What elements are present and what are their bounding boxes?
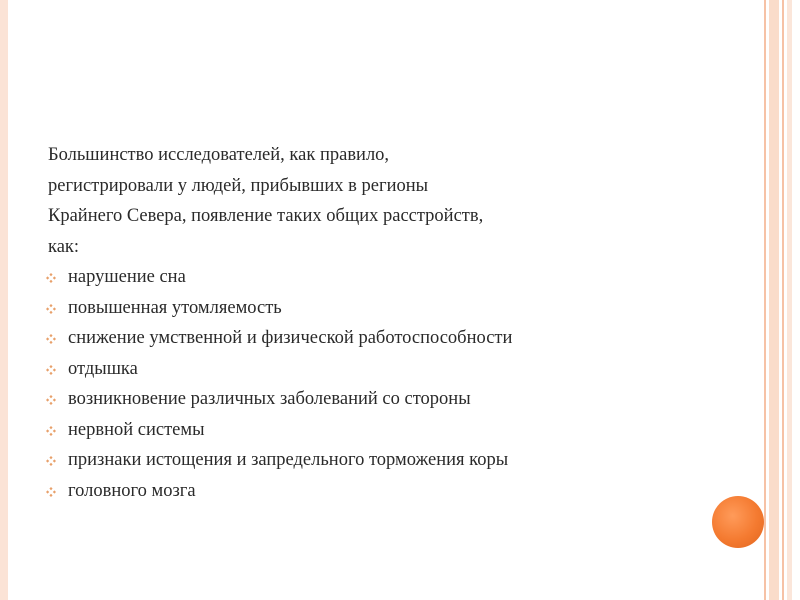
list-item-text: снижение умственной и физической работоспособности [68, 328, 513, 348]
diamond-quad-icon [46, 273, 56, 283]
slide-content [48, 140, 748, 506]
list-item [46, 415, 748, 446]
list-item-text: нарушение сна [68, 267, 186, 287]
intro-paragraph [48, 140, 748, 262]
list-item-text: повышенная утомляемость [68, 297, 282, 318]
intro-line: Большинство исследователей, как правило, [48, 145, 390, 165]
diamond-quad-icon [46, 334, 56, 344]
intro-line: Крайнего Севера, появление таких общих расстройств, [48, 206, 484, 226]
intro-line: как: [48, 236, 80, 257]
list-item-text: возникновение различных заболеваний со стороны [68, 389, 471, 409]
right-border-line [782, 0, 784, 600]
list-item-text: признаки истощения и запредельного торможения коры [68, 450, 509, 470]
right-border-band [769, 0, 779, 600]
bullet-list [48, 262, 748, 506]
list-item-text: нервной системы [68, 419, 205, 440]
list-item [46, 354, 748, 385]
intro-line: регистрировали у людей, прибывших в регионы [48, 175, 429, 196]
right-border-band [787, 0, 792, 600]
list-item-text: головного мозга [68, 480, 196, 501]
diamond-quad-icon [46, 304, 56, 314]
diamond-quad-icon [46, 487, 56, 497]
list-item [46, 262, 748, 293]
diamond-quad-icon [46, 426, 56, 436]
list-item [46, 293, 748, 324]
right-border-line [764, 0, 766, 600]
list-item [46, 323, 748, 354]
diamond-quad-icon [46, 395, 56, 405]
left-decor-stripe [0, 0, 8, 600]
list-item [46, 445, 748, 476]
list-item [46, 384, 748, 415]
list-item [46, 476, 748, 507]
list-item-text: отдышка [68, 358, 138, 379]
diamond-quad-icon [46, 365, 56, 375]
diamond-quad-icon [46, 456, 56, 466]
